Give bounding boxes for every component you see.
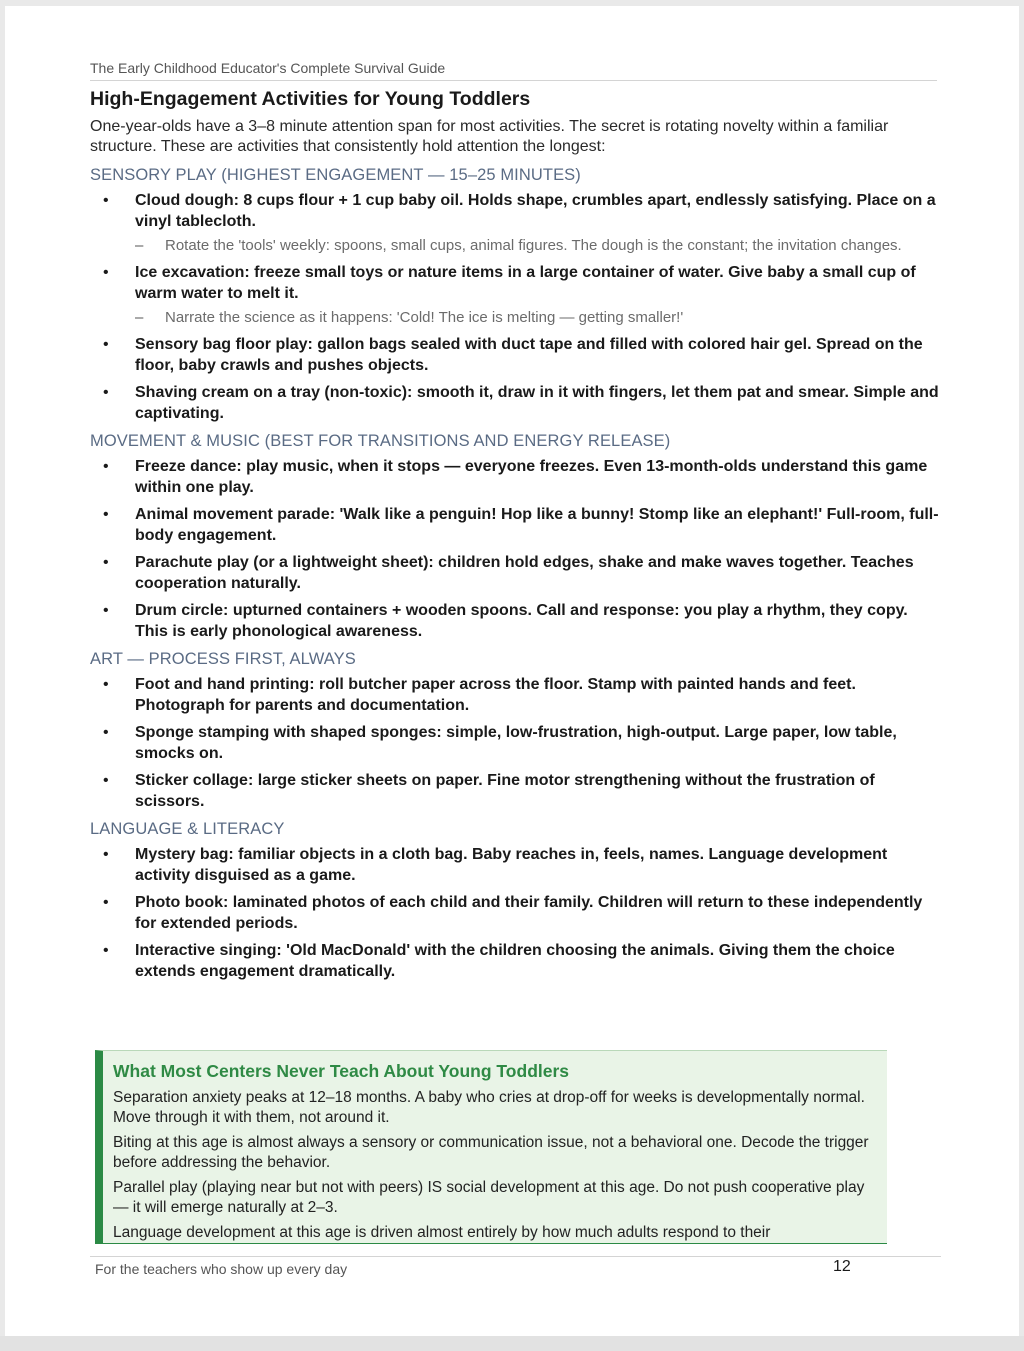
bullet-icon: • [103,192,109,209]
intro-paragraph: One-year-olds have a 3–8 minute attention span for most activities. The secret is rotating novelty within a familiar structure. These are activities that consistently hold attention the longest: [90,118,889,155]
bullet-icon: • [103,772,109,789]
list-item: • Interactive singing: 'Old MacDonald' with the children choosing the animals. Giving them the choice extends engagement dramatically. [103,942,895,980]
list-item: • Cloud dough: 8 cups flour + 1 cup baby oil. Holds shape, crumbles apart, endlessly satisfying. Place on a vinyl tablecloth. – Rotate the 'tools' weekly: spoons, small cups, animal figures. The dough is the constant; the invitation changes. [90,190,940,256]
bullet-icon: • [103,384,109,401]
section-title-art: ART — PROCESS FIRST, ALWAYS [90,650,356,668]
list-item: • Drum circle: upturned containers + wooden spoons. Call and response: you play a rhythm, they copy. This is early phonological awareness. [103,602,908,640]
section-title-language-literacy: LANGUAGE & LITERACY [90,820,285,838]
list-item: • Shaving cream on a tray (non-toxic): smooth it, draw in it with fingers, let them pat and smear. Simple and captivating. [103,384,939,422]
bullet-icon: • [103,724,109,741]
list-item: • Photo book: laminated photos of each child and their family. Children will return to these independently for extended periods. [103,894,923,932]
dash-icon: – [135,309,144,326]
sub-item: – Rotate the 'tools' weekly: spoons, small cups, animal figures. The dough is the constant; the invitation changes. [135,237,902,254]
sensory-play-list [90,190,940,424]
list-item: • Animal movement parade: 'Walk like a penguin! Hop like a bunny! Stomp like an elephant!' Full-room, full-body engagement. [103,506,939,544]
language-literacy-list [90,844,940,982]
list-item: • Parachute play (or a lightweight sheet): children hold edges, shake and make waves together. Teaches cooperation naturally. [103,554,914,592]
dash-icon: – [135,237,144,254]
callout-paragraph: Language development at this age is driven almost entirely by how much adults respond to their [113,1224,771,1241]
callout-paragraph: Separation anxiety peaks at 12–18 months. A baby who cries at drop-off for weeks is developmentally normal. Move through it with them, not around it. [113,1089,865,1126]
bullet-icon: • [103,506,109,523]
bullet-icon: • [103,336,109,353]
list-item: • Foot and hand printing: roll butcher paper across the floor. Stamp with painted hands and feet. Photograph for parents and documentation. [103,676,856,714]
bullet-icon: • [103,264,109,281]
footer-text: For the teachers who show up every day [95,1261,348,1277]
bullet-icon: • [103,894,109,911]
section-title-movement-music: MOVEMENT & MUSIC (BEST FOR TRANSITIONS AND ENERGY RELEASE) [90,432,671,450]
page-title: High-Engagement Activities for Young Toddlers [90,88,531,110]
tip-callout-box [95,1050,887,1244]
callout-paragraph: Biting at this age is almost always a sensory or communication issue, not a behavioral one. Decode the trigger before addressing the behavior. [113,1134,869,1171]
list-item: • Sticker collage: large sticker sheets on paper. Fine motor strengthening without the frustration of scissors. [103,772,875,810]
footer-divider [90,1256,941,1257]
list-item: • Sensory bag floor play: gallon bags sealed with duct tape and filled with colored hair gel. Spread on the floor, baby crawls and pushes objects. [103,336,923,374]
bullet-icon: • [103,942,109,959]
callout-paragraph: Parallel play (playing near but not with peers) IS social development at this age. Do not push cooperative play — it will emerge naturally at 2–3. [113,1179,865,1216]
page-content [90,88,940,990]
list-item: • Freeze dance: play music, when it stops — everyone freezes. Even 13-month-olds understand this game within one play. [103,458,928,496]
art-list [90,674,940,812]
sub-item: – Narrate the science as it happens: 'Cold! The ice is melting — getting smaller!' [135,309,684,326]
list-item: • Mystery bag: familiar objects in a cloth bag. Baby reaches in, feels, names. Language development activity disguised as a game. [103,846,888,884]
movement-music-list [90,456,940,642]
bullet-icon: • [103,602,109,619]
bullet-icon: • [103,676,109,693]
list-item: • Ice excavation: freeze small toys or nature items in a large container of water. Give baby a small cup of warm water to melt it. – Narrate the science as it happens: 'Cold! The ice is melting — getting smaller!' [90,262,940,328]
bullet-icon: • [103,554,109,571]
section-title-sensory-play: SENSORY PLAY (HIGHEST ENGAGEMENT — 15–25 MINUTES) [90,166,581,184]
running-header: The Early Childhood Educator's Complete Survival Guide [90,60,937,81]
list-item: • Sponge stamping with shaped sponges: simple, low-frustration, high-output. Large paper, low table, smocks on. [103,724,897,762]
callout-title: What Most Centers Never Teach About Young Toddlers [113,1061,570,1081]
viewer-background [0,1336,1024,1351]
bullet-icon: • [103,458,109,475]
bullet-icon: • [103,846,109,863]
page-number: 12 [833,1258,851,1275]
